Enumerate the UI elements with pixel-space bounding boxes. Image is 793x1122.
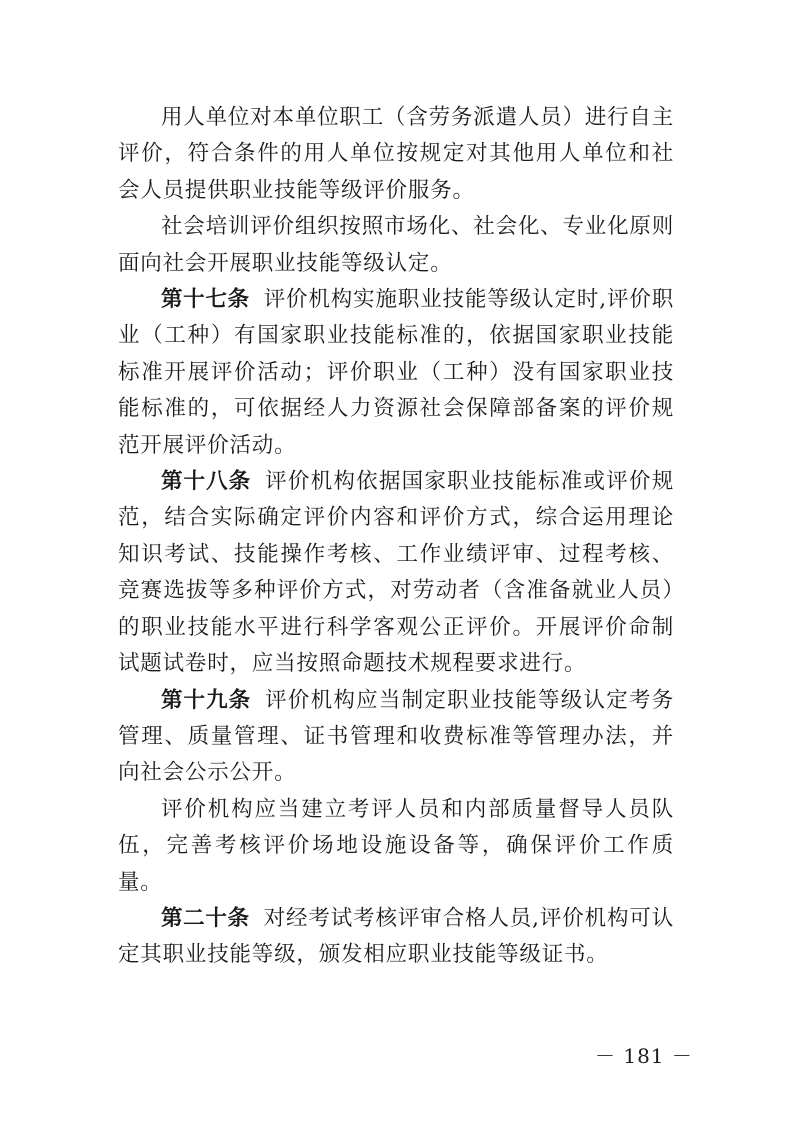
article-18-heading: 第十八条 <box>161 469 252 495</box>
article-18-text: 评价机构依据国家职业技能标准或评价规范，结合实际确定评价内容和评价方式，综合运用理论知识考试、技能操作考核、工作业绩评审、过程考核、竞赛选拔等多种评价方式，对劳动者（含准备就业人员）的职业技能水平进行科学客观公正评价。开展评价命制试题试卷时，应当按照命题技术规程要求进行。 <box>118 469 674 677</box>
paragraph-6-text: 评价机构应当建立考评人员和内部质量督导人员队伍，完善考核评价场地设施设备等，确保评价工作质量。 <box>118 796 674 895</box>
paragraph-6 <box>118 792 674 901</box>
article-18 <box>118 464 674 682</box>
paragraph-1 <box>118 100 674 209</box>
article-20-heading: 第二十条 <box>161 905 250 931</box>
body-text <box>118 100 674 974</box>
paragraph-2-text: 社会培训评价组织按照市场化、社会化、专业化原则面向社会开展职业技能等级认定。 <box>118 214 674 276</box>
article-20 <box>118 901 674 974</box>
article-19-text: 评价机构应当制定职业技能等级认定考务管理、质量管理、证书管理和收费标准等管理办法，并向社会公示公开。 <box>118 687 674 786</box>
article-17-text: 评价机构实施职业技能等级认定时,评价职业（工种）有国家职业技能标准的，依据国家职业技能标准开展评价活动；评价职业（工种）没有国家职业技能标准的，可依据经人力资源社会保障部备案的评价规范开展评价活动。 <box>118 287 674 458</box>
article-19 <box>118 683 674 792</box>
article-20-text: 对经考试考核评审合格人员,评价机构可认定其职业技能等级，颁发相应职业技能等级证书。 <box>118 905 674 968</box>
article-17-heading: 第十七条 <box>161 287 250 313</box>
paragraph-2 <box>118 209 674 282</box>
article-19-heading: 第十九条 <box>161 687 252 713</box>
page-number: － 181 － <box>595 1044 693 1068</box>
article-17 <box>118 282 674 464</box>
paragraph-1-text: 用人单位对本单位职工（含劳务派遣人员）进行自主评价，符合条件的用人单位按规定对其他用人单位和社会人员提供职业技能等级评价服务。 <box>118 105 674 203</box>
